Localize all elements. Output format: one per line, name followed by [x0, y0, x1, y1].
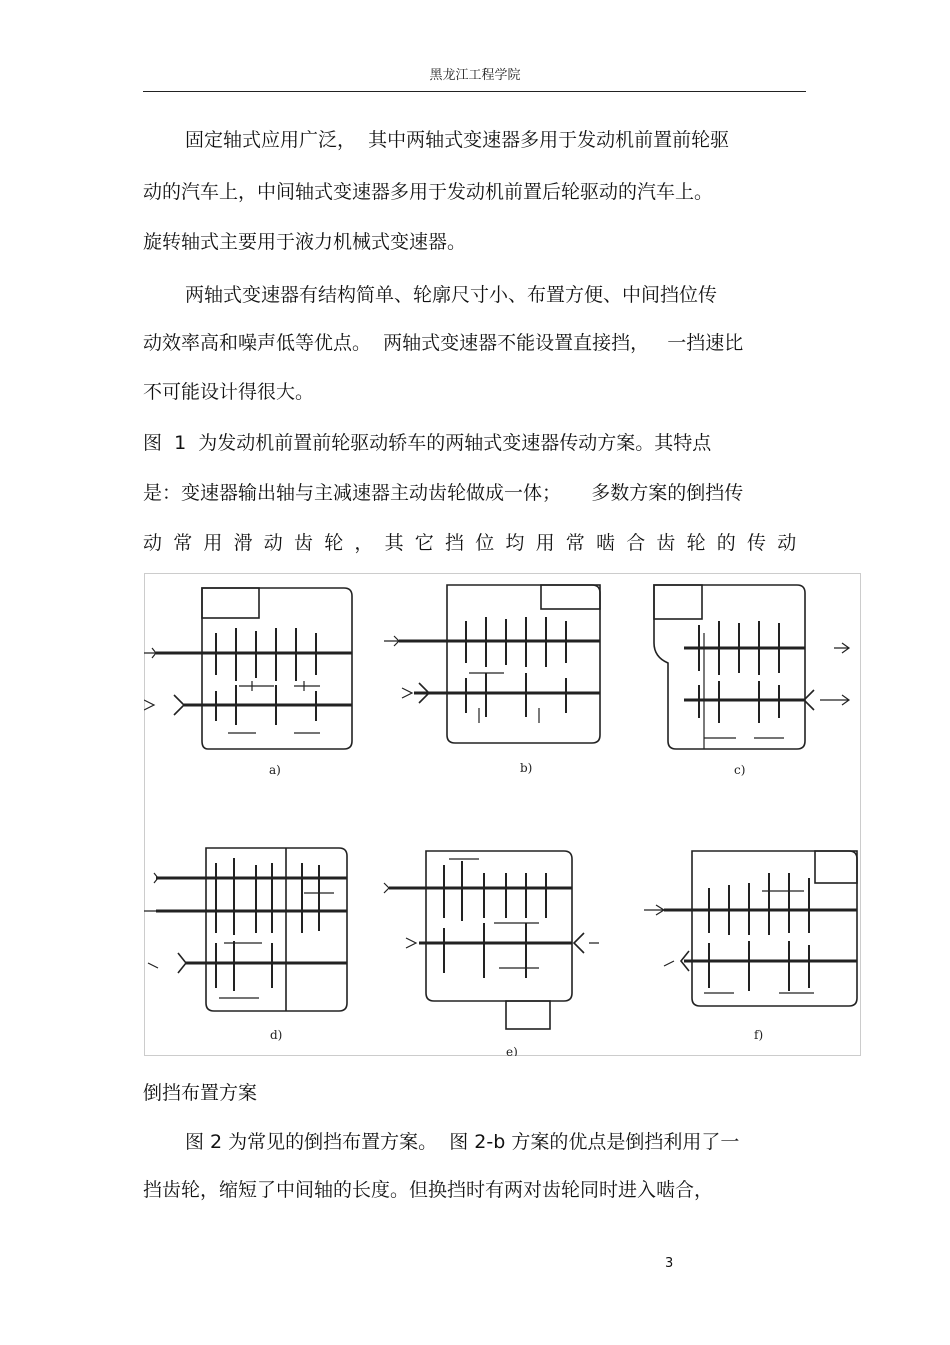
- paragraph-4-line-1: 图 2 为常见的倒挡布置方案。 图 2-b 方案的优点是倒挡利用了一: [185, 1131, 740, 1153]
- paragraph-3-line-2: 是：变速器输出轴与主减速器主动齿轮做成一体； 多数方案的倒挡传: [143, 482, 744, 504]
- paragraph-2-line-2: 动效率高和噪声低等优点。 两轴式变速器不能设置直接挡， 一挡速比: [143, 332, 744, 354]
- panel-label-a: a): [269, 763, 281, 777]
- paragraph-4-line-2: 挡齿轮，缩短了中间轴的长度。但换挡时有两对齿轮同时进入啮合，: [143, 1179, 714, 1201]
- diagram-a: [144, 588, 352, 777]
- paragraph-2-line-3: 不可能设计得很大。: [143, 381, 315, 403]
- panel-label-f: f): [754, 1028, 764, 1042]
- diagram-d: [144, 848, 347, 1042]
- figure-caption: 倒挡布置方案: [143, 1082, 258, 1104]
- diagram-c: [654, 585, 849, 777]
- paragraph-1-line-1: 固定轴式应用广泛， 其中两轴式变速器多用于发动机前置前轮驱: [185, 129, 730, 151]
- header-rule: [143, 91, 806, 92]
- diagram-f: [644, 851, 857, 1042]
- paragraph-3-line-3: 动常用滑动齿轮，其它挡位均用常啮合齿轮的传动: [143, 532, 808, 554]
- diagram-b: [384, 585, 600, 775]
- panel-label-e: e): [506, 1045, 518, 1056]
- diagram-e: [384, 851, 599, 1056]
- paragraph-1-line-3: 旋转轴式主要用于液力机械式变速器。: [143, 231, 467, 253]
- panel-label-b: b): [520, 761, 533, 775]
- paragraph-3-line-1: 图 1 为发动机前置前轮驱动轿车的两轴式变速器传动方案。其特点: [143, 432, 712, 454]
- page-header: 黑龙江工程学院: [429, 68, 521, 83]
- paragraph-1-line-2: 动的汽车上，中间轴式变速器多用于发动机前置后轮驱动的汽车上。: [143, 181, 714, 203]
- paragraph-2-line-1: 两轴式变速器有结构简单、轮廓尺寸小、布置方便、中间挡位传: [185, 284, 718, 306]
- reverse-gear-layout-figure: [144, 573, 861, 1056]
- panel-label-c: c): [734, 763, 746, 777]
- panel-label-d: d): [270, 1028, 283, 1042]
- page-number: 3: [665, 1256, 674, 1271]
